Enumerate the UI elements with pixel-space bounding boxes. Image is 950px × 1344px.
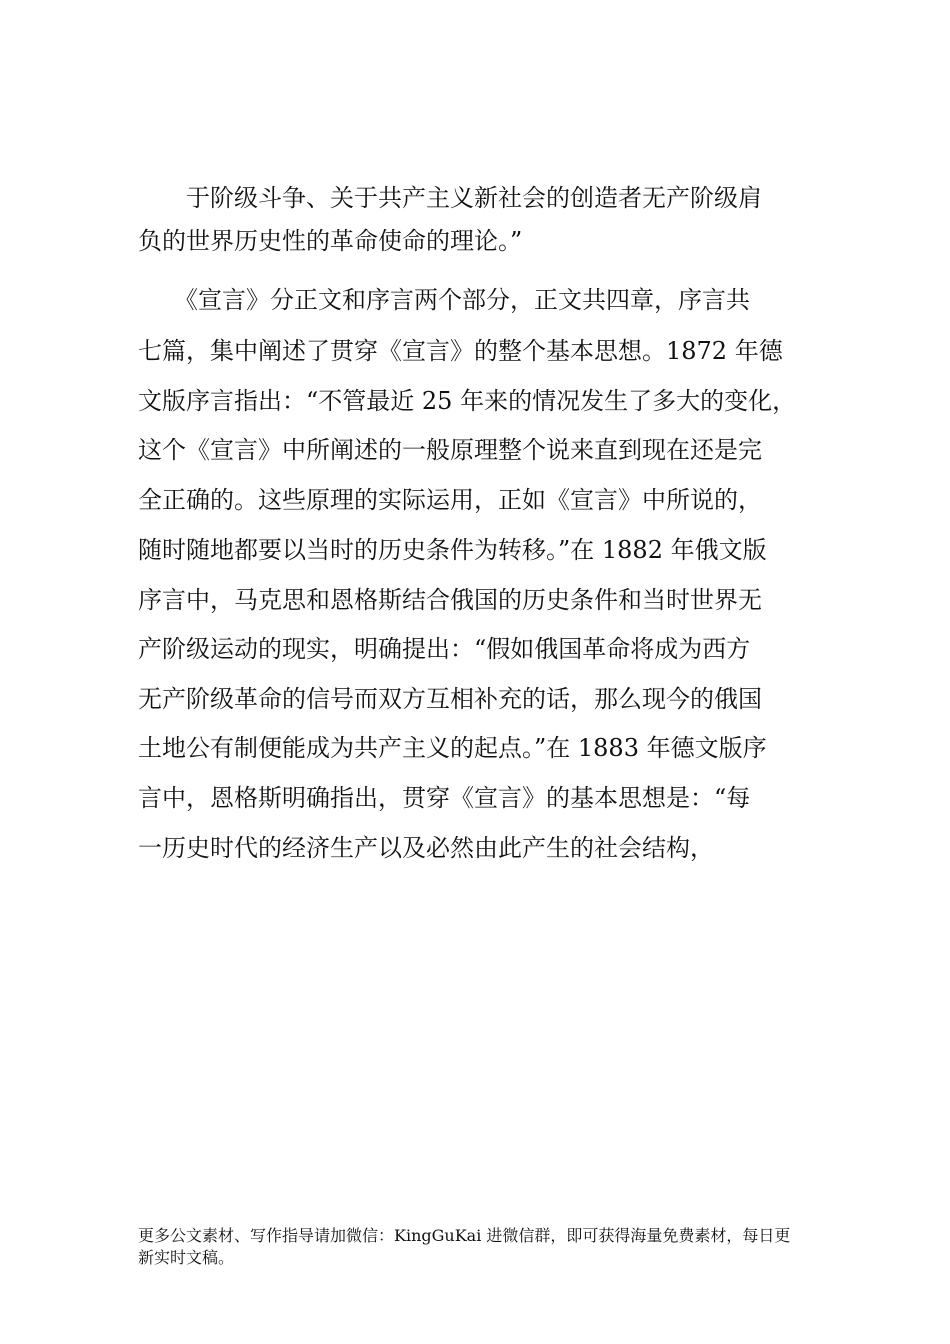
text-line: 于阶级斗争、关于共产主义新社会的创造者无产阶级肩	[138, 184, 762, 212]
text-line: 七篇，集中阐述了贯穿《宣言》的整个基本思想。1872 年德	[138, 337, 783, 365]
text-line: 《宣言》分正文和序言两个部分，正文共四章，序言共	[138, 286, 750, 314]
text-line: 文版序言指出：“不管最近 25 年来的情况发生了多大的变化，	[138, 387, 797, 415]
text-line: 这个《宣言》中所阐述的一般原理整个说来直到现在还是完	[138, 436, 762, 464]
text-line: 土地公有制便能成为共产主义的起点。”在 1883 年德文版序	[138, 734, 767, 762]
footer-note	[138, 1225, 828, 1269]
text-line: 无产阶级革命的信号而双方互相补充的话，那么现今的俄国	[138, 685, 762, 713]
text-line: 序言中，马克思和恩格斯结合俄国的历史条件和当时世界无	[138, 586, 762, 614]
text-line: 言中，恩格斯明确指出，贯穿《宣言》的基本思想是：“每	[138, 784, 751, 812]
text-line: 产阶级运动的现实，明确提出：“假如俄国革命将成为西方	[138, 635, 751, 663]
text-line: 随时随地都要以当时的历史条件为转移。”在 1882 年俄文版	[138, 536, 767, 564]
text-line: 全正确的。这些原理的实际运用，正如《宣言》中所说的，	[138, 486, 762, 514]
text-line: 负的世界历史性的革命使命的理论。”	[138, 227, 523, 255]
text-line: 一历史时代的经济生产以及必然由此产生的社会结构，	[138, 834, 714, 862]
footer-line: 新实时文稿。	[138, 1248, 235, 1267]
footer-line: 更多公文素材、写作指导请加微信：KingGuKai 进微信群，即可获得海量免费素材，每日更	[138, 1226, 791, 1245]
